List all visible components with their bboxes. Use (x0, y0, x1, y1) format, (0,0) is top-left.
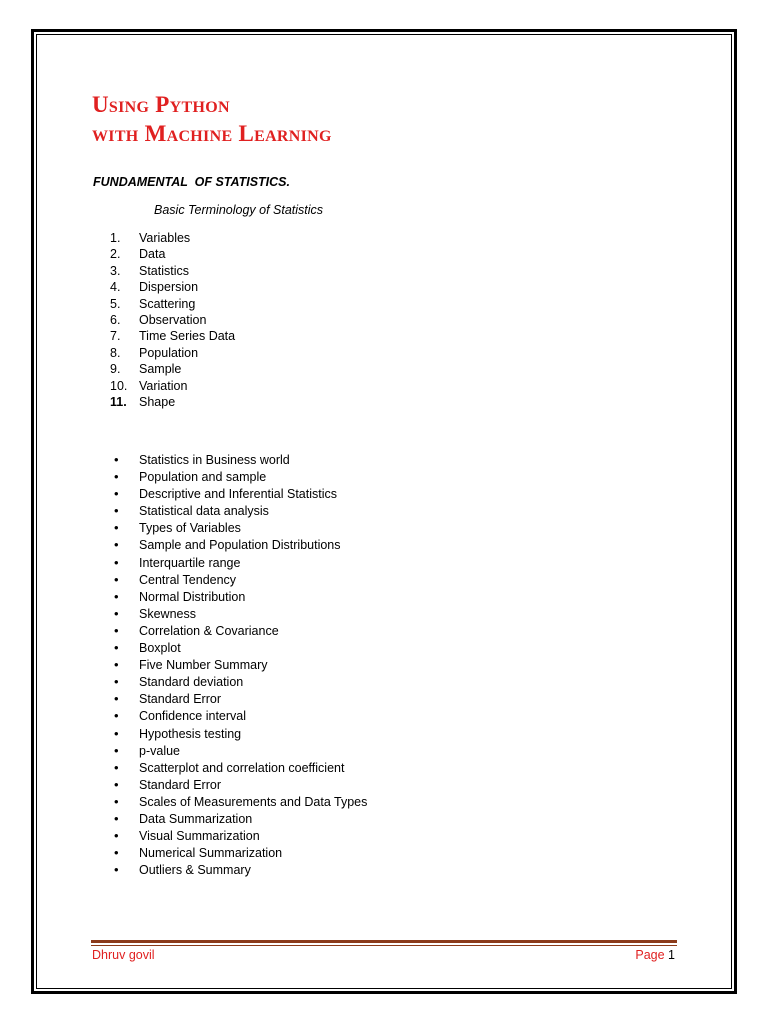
list-item-text: Statistics in Business world (139, 453, 290, 467)
list-number: 7. (110, 329, 121, 344)
list-item-text: Dispersion (139, 280, 199, 295)
bullet-icon: • (114, 486, 119, 502)
bullet-icon: • (114, 862, 119, 878)
list-item-text: Skewness (139, 606, 196, 621)
list-item (114, 536, 367, 553)
list-item (114, 759, 367, 776)
list-item (114, 605, 367, 622)
list-item (114, 485, 367, 502)
list-item-text: Shape (139, 394, 176, 409)
list-item-text: Confidence interval (139, 709, 247, 724)
bullet-icon: • (114, 828, 119, 844)
list-item (114, 844, 367, 861)
list-item (114, 793, 367, 810)
list-item-text: Types of Variables (139, 521, 241, 536)
list-item-text: Interquartile range (139, 555, 241, 570)
list-item (110, 312, 235, 328)
list-item (110, 394, 235, 410)
bullet-icon: • (114, 845, 119, 861)
bullet-icon: • (114, 452, 119, 467)
list-item (114, 827, 367, 844)
list-item-text: Five Number Summary (139, 658, 268, 673)
list-item (114, 656, 367, 673)
bullet-icon: • (114, 554, 119, 570)
list-item-text: Descriptive and Inferential Statistics (139, 487, 338, 502)
list-item (110, 230, 235, 246)
list-item (114, 742, 367, 759)
list-number: 9. (110, 362, 121, 377)
list-item (110, 246, 235, 262)
list-number: 6. (110, 312, 121, 327)
bullet-icon: • (114, 759, 119, 775)
list-item-text: Scales of Measurements and Data Types (139, 794, 368, 809)
list-item-text: Boxplot (139, 641, 181, 656)
list-item (114, 776, 367, 793)
list-item-text: p-value (139, 743, 180, 758)
list-item-text: Standard Error (139, 777, 221, 792)
list-item-text: Population and sample (139, 470, 267, 485)
list-item (114, 707, 367, 724)
list-item (114, 502, 367, 519)
bullet-icon: • (114, 520, 119, 536)
list-item (114, 810, 367, 827)
list-number: 3. (110, 263, 121, 278)
list-item (110, 378, 235, 394)
list-item-text: Population (139, 345, 199, 360)
list-item-text: Observation (139, 312, 207, 327)
list-item (114, 673, 367, 690)
list-item-text: Standard deviation (139, 675, 244, 690)
footer-divider (91, 940, 677, 943)
list-item (114, 519, 367, 536)
footer-page-number (635, 948, 675, 962)
list-item (114, 861, 367, 878)
list-item (114, 639, 367, 656)
list-item (110, 328, 235, 344)
list-item-text: Sample (139, 362, 182, 377)
list-item-text: Numerical Summarization (139, 846, 283, 861)
bullet-icon: • (114, 469, 119, 485)
bullet-icon: • (114, 657, 119, 673)
list-number: 4. (110, 280, 121, 295)
bullet-icon: • (114, 776, 119, 792)
bullet-icon: • (114, 708, 119, 724)
list-item (110, 345, 235, 361)
list-item (114, 622, 367, 639)
list-number: 5. (110, 296, 121, 311)
bullet-icon: • (114, 622, 119, 638)
bullet-icon: • (114, 571, 119, 587)
list-item (114, 725, 367, 742)
list-item-text: Time Series Data (139, 329, 236, 344)
list-number: 10. (110, 378, 128, 393)
list-item-text: Outliers & Summary (139, 863, 251, 878)
page-label: Page (635, 948, 665, 962)
document-title-line-2: with Machine Learning (92, 121, 332, 146)
list-item (114, 451, 367, 468)
footer-author: Dhruv govil (92, 948, 155, 962)
list-item (114, 468, 367, 485)
subheading: Basic Terminology of Statistics (154, 203, 324, 217)
list-number: 1. (110, 231, 121, 245)
bullet-icon: • (114, 503, 119, 519)
list-item-text: Normal Distribution (139, 589, 246, 604)
list-item-text: Standard Error (139, 692, 221, 707)
list-item-text: Sample and Population Distributions (139, 538, 341, 553)
list-number: 8. (110, 345, 121, 360)
list-item-text: Variation (139, 378, 188, 393)
list-item-text: Correlation & Covariance (139, 623, 279, 638)
list-item-text: Scattering (139, 296, 196, 311)
list-item-text: Central Tendency (139, 572, 237, 587)
bullet-icon: • (114, 725, 119, 741)
section-heading: FUNDAMENTAL OF STATISTICS. (93, 175, 290, 189)
bullet-icon: • (114, 793, 119, 809)
list-item (114, 554, 367, 571)
bullet-icon: • (114, 640, 119, 656)
list-item (110, 263, 235, 279)
bullet-icon: • (114, 588, 119, 604)
list-item-text: Hypothesis testing (139, 726, 242, 741)
list-item (114, 571, 367, 588)
topics-list (114, 451, 367, 878)
bullet-icon: • (114, 691, 119, 707)
bullet-icon: • (114, 810, 119, 826)
list-item-text: Variables (139, 231, 191, 245)
list-item-text: Statistical data analysis (139, 504, 269, 519)
list-item-text: Scatterplot and correlation coefficient (139, 760, 345, 775)
footer-divider-thin (91, 945, 677, 946)
list-item-text: Visual Summarization (139, 829, 260, 844)
list-item-text: Data Summarization (139, 811, 253, 826)
list-item (114, 690, 367, 707)
list-item (110, 296, 235, 312)
list-number: 11. (110, 394, 127, 409)
list-item (114, 588, 367, 605)
list-item-text: Data (139, 247, 166, 262)
bullet-icon: • (114, 605, 119, 621)
list-number: 2. (110, 247, 121, 262)
terminology-list (110, 230, 235, 410)
bullet-icon: • (114, 742, 119, 758)
list-item-text: Statistics (139, 263, 190, 278)
document-title-line-1: Using Python (92, 92, 230, 117)
bullet-icon: • (114, 537, 119, 553)
list-item (110, 361, 235, 377)
page-number: 1 (668, 948, 675, 962)
list-item (110, 279, 235, 295)
bullet-icon: • (114, 674, 119, 690)
